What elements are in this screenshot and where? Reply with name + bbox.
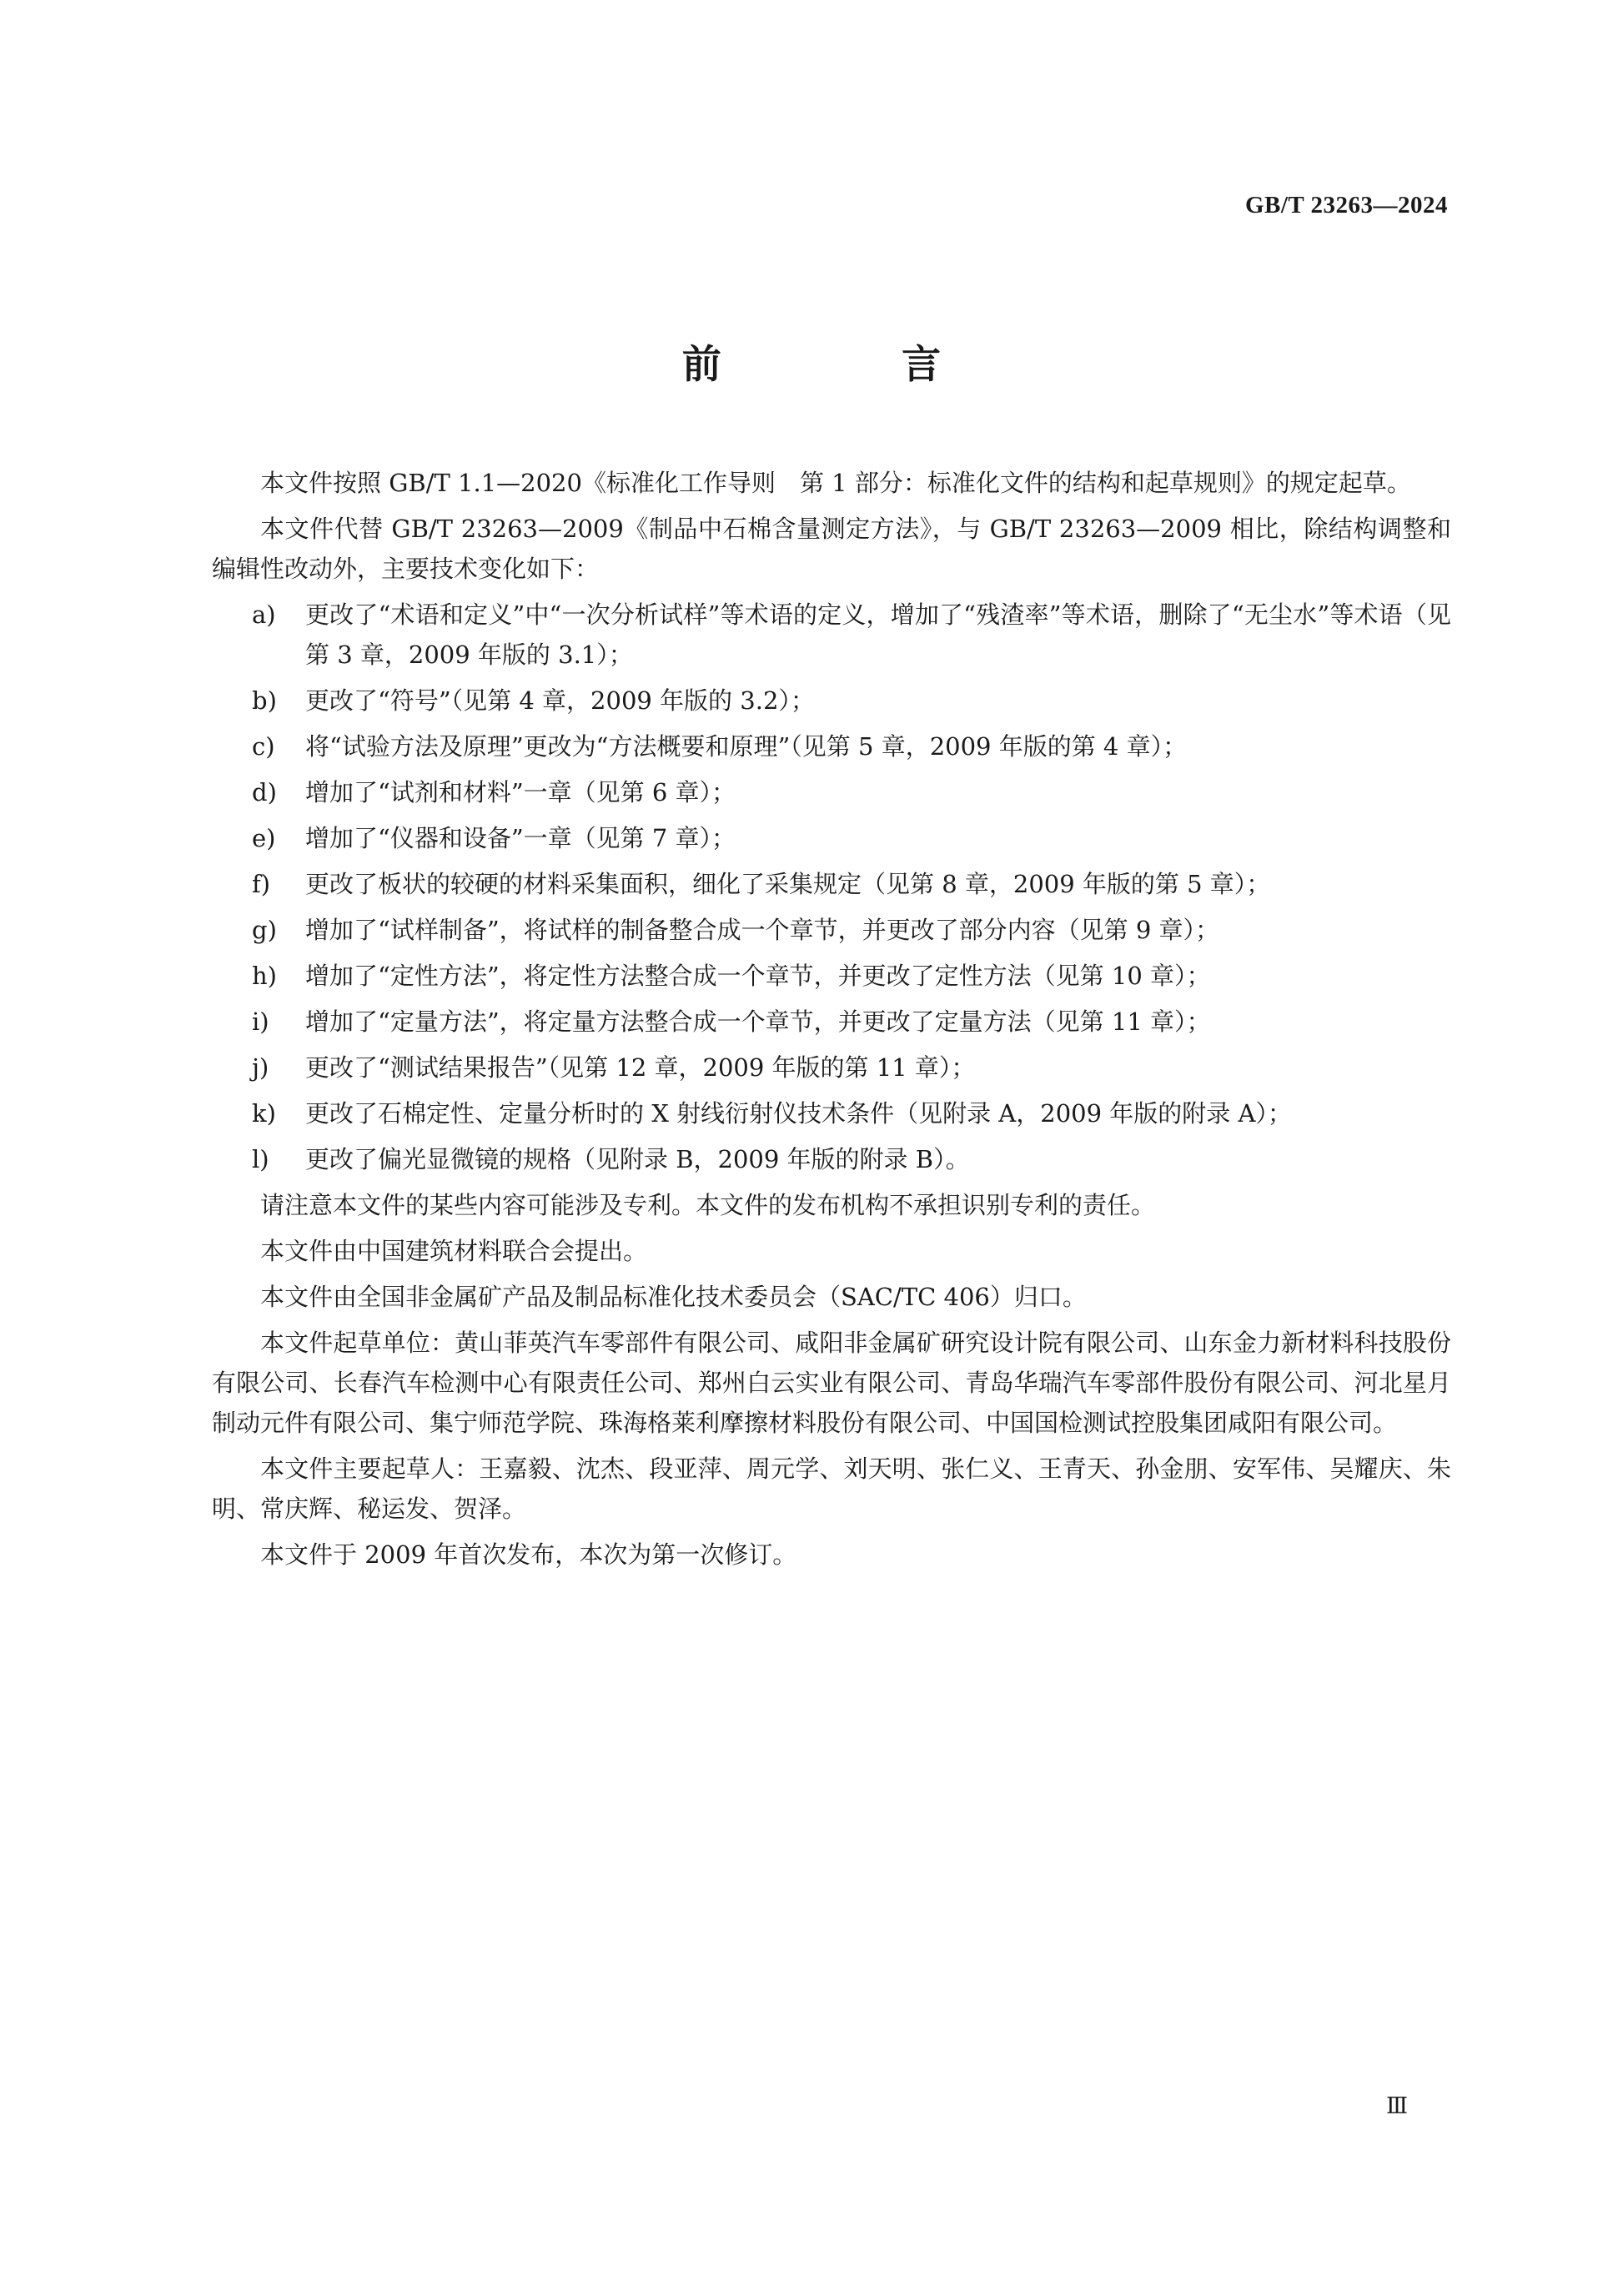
list-marker: a) [252, 600, 276, 629]
list-item-text: 增加了“试样制备”，将试样的制备整合成一个章节，并更改了部分内容（见第 9 章）； [305, 916, 1220, 944]
list-item [212, 864, 1451, 904]
paragraph-patent-notice: 请注意本文件的某些内容可能涉及专利。本文件的发布机构不承担识别专利的责任。 [260, 1191, 1156, 1219]
standard-code: GB/T 23263—2024 [1244, 192, 1448, 219]
list-item [212, 1048, 1451, 1088]
list-marker: l) [252, 1145, 269, 1173]
list-item [212, 681, 1451, 721]
list-item-text: 更改了偏光显微镜的规格（见附录 B，2009 年版的附录 B）。 [305, 1145, 970, 1173]
list-item-text: 更改了“测试结果报告”（见第 12 章，2009 年版的第 11 章）； [305, 1053, 976, 1082]
paragraph-committee: 本文件由全国非金属矿产品及制品标准化技术委员会（SAC/TC 406）归口。 [260, 1283, 1087, 1311]
list-marker: g) [252, 916, 277, 944]
list-item [212, 595, 1451, 675]
page-number: Ⅲ [1385, 2093, 1408, 2118]
list-item [212, 772, 1451, 812]
list-marker: k) [252, 1099, 276, 1128]
list-item [212, 956, 1451, 996]
paragraph-history: 本文件于 2009 年首次发布，本次为第一次修订。 [260, 1540, 797, 1569]
list-item-text: 更改了板状的较硬的材料采集面积，细化了采集规定（见第 8 章，2009 年版的第 5 章）； [305, 870, 1271, 898]
list-item-text: 更改了“术语和定义”中“一次分析试样”等术语的定义，增加了“残渣率”等术语，删除了“无尘水”等术语（见第 3 章，2009 年版的 3.1）； [305, 600, 1451, 669]
list-item [212, 726, 1451, 766]
list-marker: d) [252, 778, 277, 806]
paragraph-drafting-rules: 本文件按照 GB/T 1.1—2020《标准化工作导则 第 1 部分：标准化文件的结构和起草规则》的规定起草。 [260, 469, 1411, 497]
page-title: 前 言 [681, 342, 1025, 388]
list-item [212, 1139, 1451, 1179]
list-item-text: 增加了“定性方法”，将定性方法整合成一个章节，并更改了定性方法（见第 10 章）； [305, 962, 1211, 990]
list-item [212, 910, 1451, 950]
list-item [212, 818, 1451, 858]
list-marker: e) [252, 824, 276, 852]
list-marker: b) [252, 686, 277, 715]
foreword-body [212, 463, 1451, 1580]
paragraph-proposer: 本文件由中国建筑材料联合会提出。 [260, 1237, 648, 1265]
list-item-text: 将“试验方法及原理”更改为“方法概要和原理”（见第 5 章，2009 年版的第 4 章）； [305, 732, 1188, 761]
list-item-text: 增加了“定量方法”，将定量方法整合成一个章节，并更改了定量方法（见第 11 章）； [305, 1007, 1211, 1036]
list-marker: c) [252, 732, 275, 761]
list-item-text: 增加了“试剂和材料”一章（见第 6 章）； [305, 778, 736, 806]
list-marker: i) [252, 1007, 269, 1036]
list-marker: j) [252, 1053, 269, 1082]
list-item [212, 1093, 1451, 1133]
list-item-text: 增加了“仪器和设备”一章（见第 7 章）； [305, 824, 736, 852]
paragraph-drafters: 本文件主要起草人：王嘉毅、沈杰、段亚萍、周元学、刘天明、张仁义、王青天、孙金朋、安军伟、吴耀庆、朱明、常庆辉、秘运发、贺泽。 [212, 1454, 1451, 1523]
list-item-text: 更改了“符号”（见第 4 章，2009 年版的 3.2）； [305, 686, 815, 715]
list-marker: f) [252, 870, 271, 898]
list-item-text: 更改了石棉定性、定量分析时的 X 射线衍射仪技术条件（见附录 A，2009 年版的附录 A）； [305, 1099, 1292, 1128]
list-marker: h) [252, 962, 277, 990]
changes-list [212, 595, 1451, 1179]
list-item [212, 1002, 1451, 1042]
paragraph-replacement: 本文件代替 GB/T 23263—2009《制品中石棉含量测定方法》，与 GB/T 23263—2009 相比，除结构调整和编辑性改动外，主要技术变化如下： [212, 515, 1451, 583]
paragraph-drafting-units: 本文件起草单位：黄山菲英汽车零部件有限公司、咸阳非金属矿研究设计院有限公司、山东金力新材料科技股份有限公司、长春汽车检测中心有限责任公司、郑州白云实业有限公司、青岛华瑞汽车零部件股份有限公司、河北星月制动元件有限公司、集宁师范学院、珠海格莱利摩擦材料股份有限公司、中国国检测试控股集团咸阳有限公司。 [212, 1329, 1451, 1437]
